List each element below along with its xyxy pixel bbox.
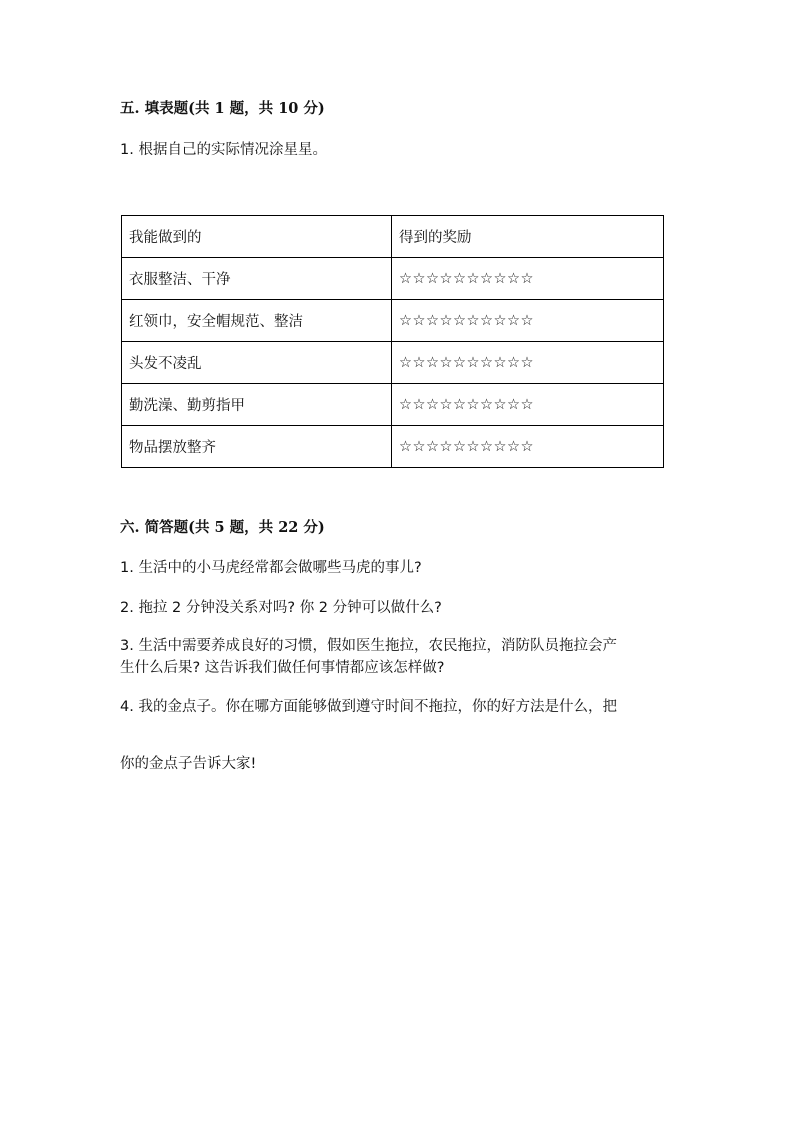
rating-table	[121, 215, 664, 468]
question-6-2: 2. 拖拉 2 分钟没关系对吗? 你 2 分钟可以做什么?	[120, 600, 442, 616]
stars-cell[interactable]: ☆☆☆☆☆☆☆☆☆☆	[392, 426, 664, 468]
stars-cell[interactable]: ☆☆☆☆☆☆☆☆☆☆	[392, 258, 664, 300]
question-6-4-line2: 你的金点子告诉大家!	[120, 756, 257, 772]
section-6-heading: 六. 简答题(共 5 题，共 22 分)	[120, 519, 325, 536]
question-6-4-line1: 4. 我的金点子。你在哪方面能够做到遵守时间不拖拉，你的好方法是什么，把	[120, 699, 617, 715]
question-5-1: 1. 根据自己的实际情况涂星星。	[120, 142, 327, 158]
question-6-1: 1. 生活中的小马虎经常都会做哪些马虎的事儿?	[120, 560, 422, 576]
behavior-cell: 红领巾，安全帽规范、整洁	[122, 300, 392, 342]
question-6-3-line2: 生什么后果? 这告诉我们做任何事情都应该怎样做?	[120, 660, 445, 676]
section-5-heading: 五. 填表题(共 1 题，共 10 分)	[120, 100, 325, 117]
behavior-cell: 衣服整洁、干净	[122, 258, 392, 300]
table-header-cell: 得到的奖励	[392, 216, 664, 258]
table-row	[122, 342, 664, 384]
table-row	[122, 300, 664, 342]
table-row	[122, 426, 664, 468]
behavior-cell: 头发不凌乱	[122, 342, 392, 384]
stars-cell[interactable]: ☆☆☆☆☆☆☆☆☆☆	[392, 300, 664, 342]
behavior-cell: 物品摆放整齐	[122, 426, 392, 468]
table-row	[122, 258, 664, 300]
table-row	[122, 384, 664, 426]
table-header-cell: 我能做到的	[122, 216, 392, 258]
stars-cell[interactable]: ☆☆☆☆☆☆☆☆☆☆	[392, 384, 664, 426]
question-6-3-line1: 3. 生活中需要养成良好的习惯，假如医生拖拉，农民拖拉，消防队员拖拉会产	[120, 638, 617, 654]
table-header-row	[122, 216, 664, 258]
behavior-cell: 勤洗澡、勤剪指甲	[122, 384, 392, 426]
stars-cell[interactable]: ☆☆☆☆☆☆☆☆☆☆	[392, 342, 664, 384]
